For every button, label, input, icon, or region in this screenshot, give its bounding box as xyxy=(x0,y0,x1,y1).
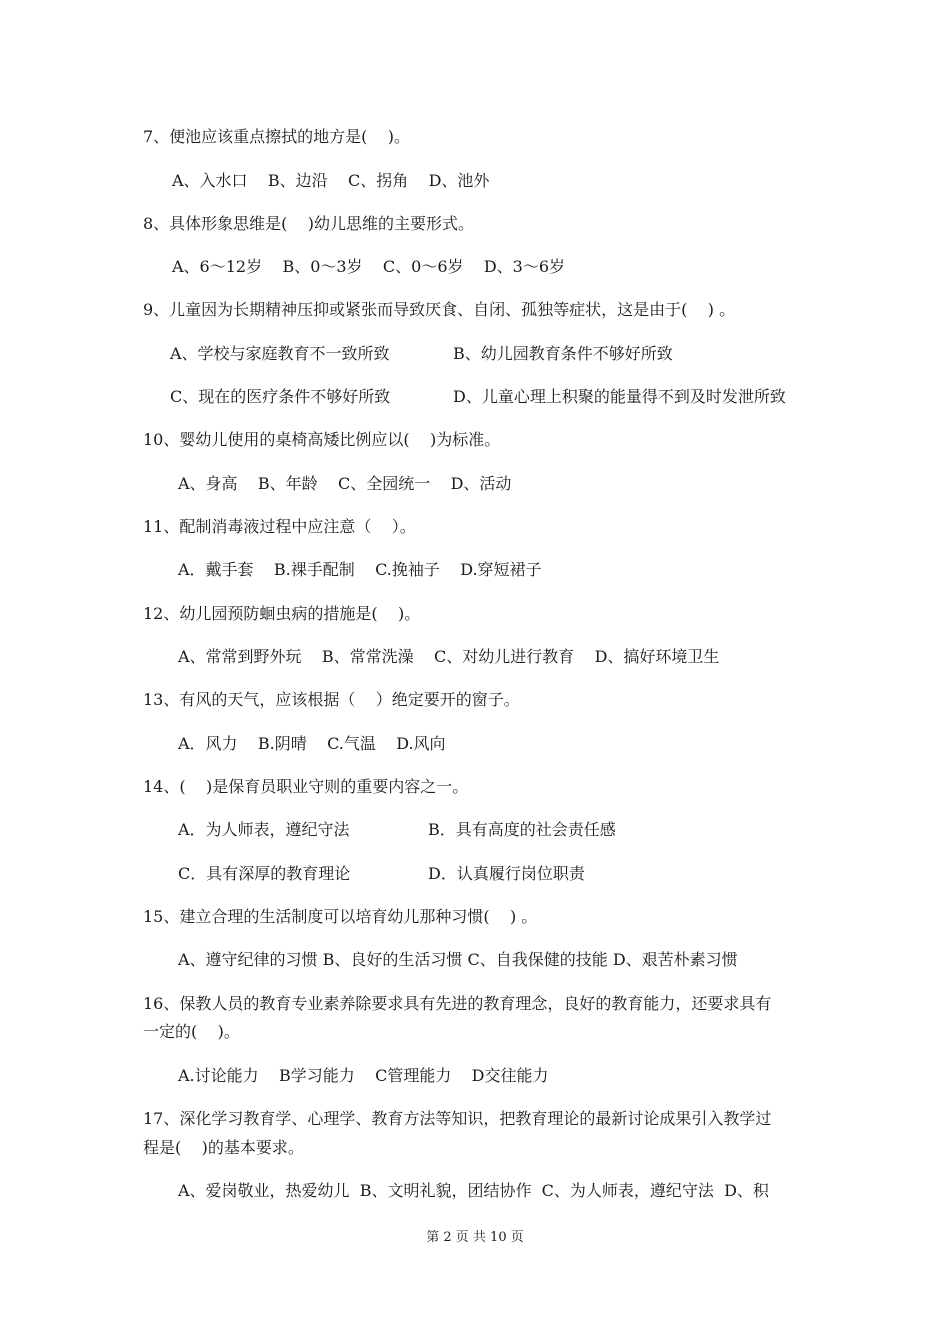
question-9-stem: 9、儿童因为长期精神压抑或紧张而导致厌食、自闭、孤独等症状，这是由于( ) 。 xyxy=(143,300,736,319)
question-12-options: A、常常到野外玩 B、常常洗澡 C、对幼儿进行教育 D、搞好环境卫生 xyxy=(178,647,720,666)
question-16-options: A.讨论能力 B学习能力 C管理能力 D交往能力 xyxy=(178,1066,549,1085)
question-14-option-b: B．具有高度的社会责任感 xyxy=(428,820,616,839)
question-14-stem: 14、( )是保育员职业守则的重要内容之一。 xyxy=(143,777,469,796)
question-9-option-d: D、儿童心理上积聚的能量得不到及时发泄所致 xyxy=(453,387,786,406)
question-13-stem: 13、有风的天气，应该根据（ ）绝定要开的窗子。 xyxy=(143,690,520,709)
question-8-options: A、6～12岁 B、0～3岁 C、0～6岁 D、3～6岁 xyxy=(172,257,566,276)
question-10-options: A、身高 B、年龄 C、全园统一 D、活动 xyxy=(178,474,512,493)
question-14-option-d: D．认真履行岗位职责 xyxy=(428,864,585,883)
question-17-stem-line-2: 程是( )的基本要求。 xyxy=(143,1138,304,1157)
question-8-stem: 8、具体形象思维是( )幼儿思维的主要形式。 xyxy=(143,214,475,233)
question-7-options: A、入水口 B、边沿 C、拐角 D、池外 xyxy=(172,171,490,190)
question-7-stem: 7、便池应该重点擦拭的地方是( )。 xyxy=(143,127,411,146)
question-17-stem-line-1: 17、深化学习教育学、心理学、教育方法等知识，把教育理论的最新讨论成果引入教学过 xyxy=(143,1109,772,1128)
question-11-options: A．戴手套 B.裸手配制 C.挽袖子 D.穿短裙子 xyxy=(178,560,542,579)
question-11-stem: 11、配制消毒液过程中应注意（ ）。 xyxy=(143,517,416,536)
question-15-stem: 15、建立合理的生活制度可以培育幼儿那种习惯( ) 。 xyxy=(143,907,538,926)
question-14-option-c: C．具有深厚的教育理论 xyxy=(178,864,351,883)
question-16-stem-line-2: 一定的( )。 xyxy=(143,1022,240,1041)
question-9-option-a: A、学校与家庭教育不一致所致 xyxy=(170,344,390,363)
page-footer: 第 2 页 共 10 页 xyxy=(426,1230,524,1245)
question-9-option-c: C、现在的医疗条件不够好所致 xyxy=(170,387,391,406)
question-10-stem: 10、婴幼儿使用的桌椅高矮比例应以( )为标准。 xyxy=(143,430,501,449)
question-16-stem-line-1: 16、保教人员的教育专业素养除要求具有先进的教育理念，良好的教育能力，还要求具有 xyxy=(143,994,772,1013)
question-9-option-b: B、幼儿园教育条件不够好所致 xyxy=(453,344,673,363)
question-14-option-a: A．为人师表，遵纪守法 xyxy=(178,820,350,839)
question-12-stem: 12、幼儿园预防蛔虫病的措施是( )。 xyxy=(143,604,421,623)
question-15-options: A、遵守纪律的习惯 B、良好的生活习惯 C、自我保健的技能 D、艰苦朴素习惯 xyxy=(178,950,738,969)
question-13-options: A．风力 B.阴晴 C.气温 D.风向 xyxy=(178,734,446,753)
question-17-options: A、爱岗敬业，热爱幼儿 B、文明礼貌，团结协作 C、为人师表，遵纪守法 D、积 xyxy=(178,1181,769,1200)
